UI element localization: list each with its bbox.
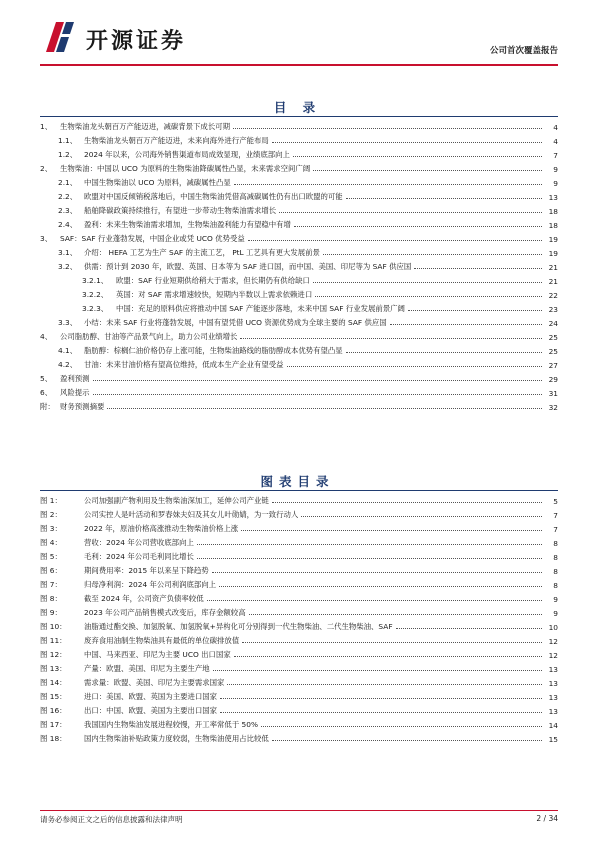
figure-entry[interactable] (40, 716, 558, 730)
figure-entry-page: 12 (548, 637, 558, 646)
figure-entry-number: 图 6： (40, 566, 62, 575)
toc-entry-title: 中国生物柴油以 UCO 为原料，减碳属性凸显 (84, 178, 231, 187)
figure-entry-title: 废弃食用油制生物柴油具有最低的单位碳排放值 (84, 636, 240, 645)
figure-entry-title: 国内生物柴油补贴政策力度较弱，生物柴油使用占比较低 (84, 734, 269, 743)
figure-entry-title: 产量：欧盟、美国、印尼为主要生产地 (84, 664, 210, 673)
figure-entry-page: 8 (553, 539, 558, 548)
toc-entry-title: 脂肪醇：棕榈仁油价格仍存上涨可能，生物柴油路线的脂肪醇成本优势有望凸显 (84, 346, 343, 355)
toc-entry[interactable] (40, 188, 558, 202)
figure-entry[interactable] (40, 632, 558, 646)
figure-entry[interactable] (40, 604, 558, 618)
figure-entry[interactable] (40, 618, 558, 632)
toc-entry-page: 7 (553, 151, 558, 160)
toc-entry-number: 6、 (40, 388, 53, 397)
toc-entry[interactable] (40, 132, 558, 146)
dot-leader (294, 226, 542, 227)
toc-entry-number: 3.2、 (58, 262, 78, 271)
toc-entry-page: 4 (553, 123, 558, 132)
figure-entry-page: 13 (548, 693, 558, 702)
toc-entry-title: 2024 年以来，公司海外销售渠道布局成效显现，业绩底部向上 (84, 150, 290, 159)
toc-entry-page: 18 (548, 207, 558, 216)
toc-entry-title: 财务预测摘要 (60, 402, 105, 411)
figure-entry-number: 图 5： (40, 552, 62, 561)
figure-entry-page: 14 (548, 721, 558, 730)
toc-entry-page: 13 (548, 193, 558, 202)
toc-entry-number: 3.1、 (58, 248, 78, 257)
figure-entry-number: 图 9： (40, 608, 62, 617)
toc-entry-title: 风险提示 (60, 388, 90, 397)
dot-leader (279, 212, 542, 213)
toc-entry-number: 附： (40, 402, 55, 411)
toc-entry-page: 32 (548, 403, 558, 412)
figure-entry-page: 12 (548, 651, 558, 660)
toc-entry-page: 27 (548, 361, 558, 370)
dot-leader (313, 282, 542, 283)
dot-leader (272, 142, 542, 143)
figure-entry-number: 图 14： (40, 678, 67, 687)
dot-leader (93, 380, 542, 381)
toc-entry-number: 1、 (40, 122, 53, 131)
toc-entry[interactable] (40, 398, 558, 412)
toc-title: 目 录 (273, 100, 322, 115)
toc-entry[interactable] (40, 272, 558, 286)
figure-entry-title: 期间费用率：2015 年以来呈下降趋势 (84, 566, 209, 575)
figure-entry-title: 公司加强副产物利用及生物柴油深加工，延伸公司产业链 (84, 496, 269, 505)
toc-entry-number: 3.2.2、 (82, 290, 109, 299)
dot-leader (219, 586, 542, 587)
toc-entry[interactable] (40, 356, 558, 370)
toc-entry-title: 生物柴油龙头朝百万产能迈进，减碳背景下成长可期 (60, 122, 230, 131)
company-name: 开源证券 (86, 29, 187, 54)
dot-leader (234, 184, 542, 185)
figure-entry-page: 13 (548, 665, 558, 674)
dot-leader (93, 394, 542, 395)
figure-entry-number: 图 7： (40, 580, 62, 589)
dot-leader (242, 642, 542, 643)
figure-entry-page: 15 (548, 735, 558, 744)
dot-leader (293, 156, 542, 157)
figure-entry-page: 7 (553, 511, 558, 520)
figure-entry-page: 7 (553, 525, 558, 534)
figure-entry-page: 9 (553, 595, 558, 604)
toc-entry[interactable] (40, 370, 558, 384)
dot-leader (234, 656, 542, 657)
company-logo-icon (42, 20, 82, 54)
toc-entry-page: 24 (548, 319, 558, 328)
dot-leader (107, 408, 542, 409)
figure-entry[interactable] (40, 562, 558, 576)
toc-entry-page: 25 (548, 347, 558, 356)
toc-entry-title: 英国：对 SAF 需求增速较快，短期内半数以上需求依赖进口 (116, 290, 313, 299)
toc-entry-page: 25 (548, 333, 558, 342)
figure-entry-number: 图 18： (40, 734, 67, 743)
figure-entry[interactable] (40, 646, 558, 660)
toc-entry-number: 4.2、 (58, 360, 78, 369)
figure-entry-title: 油脂通过酯交换、加氢脱氧、加氢脱氧+异构化可分别得到一代生物柴油、二代生物柴油、SAF (84, 622, 393, 631)
figure-list-title-divider (40, 490, 558, 491)
toc-entry-number: 3、 (40, 234, 53, 243)
figure-entry-page: 9 (553, 609, 558, 618)
dot-leader (207, 600, 542, 601)
toc-entry-title: 公司脂肪醇、甘油等产品景气向上，助力公司业绩增长 (60, 332, 238, 341)
toc-entry-number: 4、 (40, 332, 53, 341)
figure-entry-page: 10 (548, 623, 558, 632)
figure-entry-number: 图 1： (40, 496, 62, 505)
dot-leader (197, 558, 542, 559)
figure-entry[interactable] (40, 520, 558, 534)
toc-entry-page: 31 (548, 389, 558, 398)
figure-entry[interactable] (40, 576, 558, 590)
dot-leader (248, 240, 542, 241)
toc-entry-page: 22 (548, 291, 558, 300)
dot-leader (213, 670, 542, 671)
toc-entry-title: 供需：预计到 2030 年，欧盟、英国、日本等为 SAF 进口国，而中国、美国、印尼等为 SAF 供应国 (84, 262, 412, 271)
toc-entry-title: 介绍： HEFA 工艺为生产 SAF 的主流工艺， PtL 工艺具有更大发展前景 (84, 248, 320, 257)
toc-entry[interactable] (40, 300, 558, 314)
toc-entry[interactable] (40, 230, 558, 244)
dot-leader (233, 128, 542, 129)
toc-entry-number: 2、 (40, 164, 53, 173)
toc-entry[interactable] (40, 286, 558, 300)
figure-entry[interactable] (40, 702, 558, 716)
toc-entry-page: 9 (553, 179, 558, 188)
figure-entry-title: 需求量：欧盟、美国、印尼为主要需求国家 (84, 678, 225, 687)
figure-entry-number: 图 4： (40, 538, 62, 547)
toc-entry-title: 甘油：未来甘油价格有望高位维持，低成本生产企业有望受益 (84, 360, 284, 369)
figure-entry[interactable] (40, 506, 558, 520)
toc-entry[interactable] (40, 146, 558, 160)
figure-entry-title: 中国、马来西亚、印尼为主要 UCO 出口国家 (84, 650, 231, 659)
report-type-label: 公司首次覆盖报告 (489, 46, 558, 56)
dot-leader (220, 698, 542, 699)
toc-entry-title: 生物柴油：中国以 UCO 为原料的生物柴油降碳属性凸显，未来需求空间广阔 (60, 164, 311, 173)
toc-entry-page: 19 (548, 249, 558, 258)
dot-leader (212, 572, 542, 573)
figure-entry[interactable] (40, 492, 558, 506)
dot-leader (346, 198, 542, 199)
figure-entry[interactable] (40, 730, 558, 744)
dot-leader (220, 712, 542, 713)
figure-entry-title: 公司实控人是叶活动和罗春妹夫妇及其女儿叶勋婧，为一致行动人 (84, 510, 299, 519)
toc-entry-page: 21 (548, 263, 558, 272)
dot-leader (272, 502, 542, 503)
dot-leader (408, 310, 542, 311)
toc-entry-page: 19 (548, 235, 558, 244)
figure-entry-number: 图 13： (40, 664, 67, 673)
toc-entry-number: 2.2、 (58, 192, 78, 201)
toc-entry-number: 2.3、 (58, 206, 78, 215)
figure-entry-title: 归母净利润：2024 年公司利润底部向上 (84, 580, 217, 589)
toc-entry-page: 4 (553, 137, 558, 146)
footer-disclaimer: 请务必参阅正文之后的信息披露和法律声明 (40, 815, 183, 824)
toc-entry-title: 生物柴油龙头朝百万产能迈进，未来向海外进行产能布局 (84, 136, 269, 145)
dot-leader (261, 726, 542, 727)
figure-entry-title: 截至 2024 年，公司资产负债率较低 (84, 594, 204, 603)
dot-leader (227, 684, 542, 685)
figure-entry-number: 图 15： (40, 692, 67, 701)
figure-entry-page: 8 (553, 553, 558, 562)
toc-entry-title: 小结：未来 SAF 行业将蓬勃发展，中国有望凭借 UCO 资源优势成为全球主要的 SAF 供应国 (84, 318, 387, 327)
figure-list-title: 图表目录 (260, 474, 335, 489)
dot-leader (197, 544, 542, 545)
toc-entry[interactable] (40, 202, 558, 216)
dot-leader (287, 366, 542, 367)
figure-entry-title: 2022 年，原油价格高涨推动生物柴油价格上涨 (84, 524, 239, 533)
toc-entry-number: 4.1、 (58, 346, 78, 355)
dot-leader (272, 740, 542, 741)
toc-entry-page: 29 (548, 375, 558, 384)
toc-entry[interactable] (40, 328, 558, 342)
figure-entry-page: 13 (548, 679, 558, 688)
figure-entry[interactable] (40, 674, 558, 688)
figure-entry-number: 图 10： (40, 622, 67, 631)
figure-entry-number: 图 8： (40, 594, 62, 603)
figure-entry-number: 图 2： (40, 510, 62, 519)
toc-entry[interactable] (40, 174, 558, 188)
figure-entry-title: 出口：中国、欧盟、美国为主要出口国家 (84, 706, 218, 715)
figure-entry-page: 13 (548, 707, 558, 716)
figure-entry-number: 图 17： (40, 720, 67, 729)
dot-leader (396, 628, 542, 629)
toc-entry-title: 盈利：未来生物柴油需求增加，生物柴油盈利能力有望稳中有增 (84, 220, 291, 229)
toc-entry-title: 中国：充足的原料供应将推动中国 SAF 产能逐步落地，未来中国 SAF 行业发展前景广阔 (116, 304, 405, 313)
figure-entry-number: 图 3： (40, 524, 62, 533)
dot-leader (390, 324, 542, 325)
header-divider (40, 64, 558, 66)
dot-leader (414, 268, 542, 269)
figure-entry-title: 我国国内生物柴油发展进程较慢，开工率常低于 50% (84, 720, 258, 729)
figure-entry-number: 图 11： (40, 636, 67, 645)
toc-entry[interactable] (40, 342, 558, 356)
dot-leader (346, 352, 542, 353)
figure-entry-title: 营收：2024 年公司营收底部向上 (84, 538, 194, 547)
dot-leader (241, 530, 542, 531)
figure-entry[interactable] (40, 688, 558, 702)
dot-leader (249, 614, 542, 615)
page-header (40, 14, 558, 60)
toc-entry[interactable] (40, 160, 558, 174)
toc-entry-title: 船舶降碳政策持续推行，有望进一步带动生物柴油需求增长 (84, 206, 277, 215)
dot-leader (315, 296, 542, 297)
toc-entry-page: 23 (548, 305, 558, 314)
toc-entry[interactable] (40, 258, 558, 272)
figure-entry-page: 5 (553, 497, 558, 506)
figure-entry-page: 8 (553, 581, 558, 590)
toc-entry[interactable] (40, 244, 558, 258)
footer-divider (40, 810, 558, 811)
toc-entry-number: 3.2.3、 (82, 304, 109, 313)
figure-entry[interactable] (40, 590, 558, 604)
toc-entry[interactable] (40, 384, 558, 398)
dot-leader (240, 338, 542, 339)
figure-entry-page: 8 (553, 567, 558, 576)
dot-leader (323, 254, 542, 255)
toc-entry-number: 3.2.1、 (82, 276, 109, 285)
page-number: 2 / 34 (536, 814, 558, 823)
toc-entry-number: 3.3、 (58, 318, 78, 327)
toc-entry-number: 5、 (40, 374, 53, 383)
toc-entry[interactable] (40, 314, 558, 328)
dot-leader (301, 516, 542, 517)
dot-leader (313, 170, 542, 171)
toc-entry-page: 18 (548, 221, 558, 230)
toc-entry-page: 21 (548, 277, 558, 286)
toc-entry-number: 1.1、 (58, 136, 78, 145)
figure-entry[interactable] (40, 534, 558, 548)
toc-entry-title: 欧盟对中国反倾销税落地后，中国生物柴油凭借高减碳属性仍有出口欧盟的可能 (84, 192, 343, 201)
toc-entry-title: 欧盟：SAF 行业短期供给稍大于需求，但长期仍有供给缺口 (116, 276, 310, 285)
toc-entry-number: 2.1、 (58, 178, 78, 187)
figure-entry-title: 进口：美国、欧盟、英国为主要进口国家 (84, 692, 218, 701)
figure-entry[interactable] (40, 548, 558, 562)
figure-list (40, 492, 558, 744)
toc-entry-title: SAF：SAF 行业蓬勃发展，中国企业或凭 UCO 优势受益 (60, 234, 245, 243)
toc-entry-number: 1.2、 (58, 150, 78, 159)
toc-entry[interactable] (40, 118, 558, 132)
figure-entry-number: 图 12： (40, 650, 67, 659)
toc-entry-number: 2.4、 (58, 220, 78, 229)
toc-entry-title: 盈利预测 (60, 374, 90, 383)
table-of-contents (40, 118, 558, 412)
toc-title-divider (40, 116, 558, 117)
toc-entry[interactable] (40, 216, 558, 230)
toc-entry-page: 9 (553, 165, 558, 174)
figure-entry[interactable] (40, 660, 558, 674)
figure-entry-title: 2023 年公司产品销售模式改变后，库存金额较高 (84, 608, 246, 617)
figure-entry-number: 图 16： (40, 706, 67, 715)
figure-entry-title: 毛利：2024 年公司毛利同比增长 (84, 552, 194, 561)
